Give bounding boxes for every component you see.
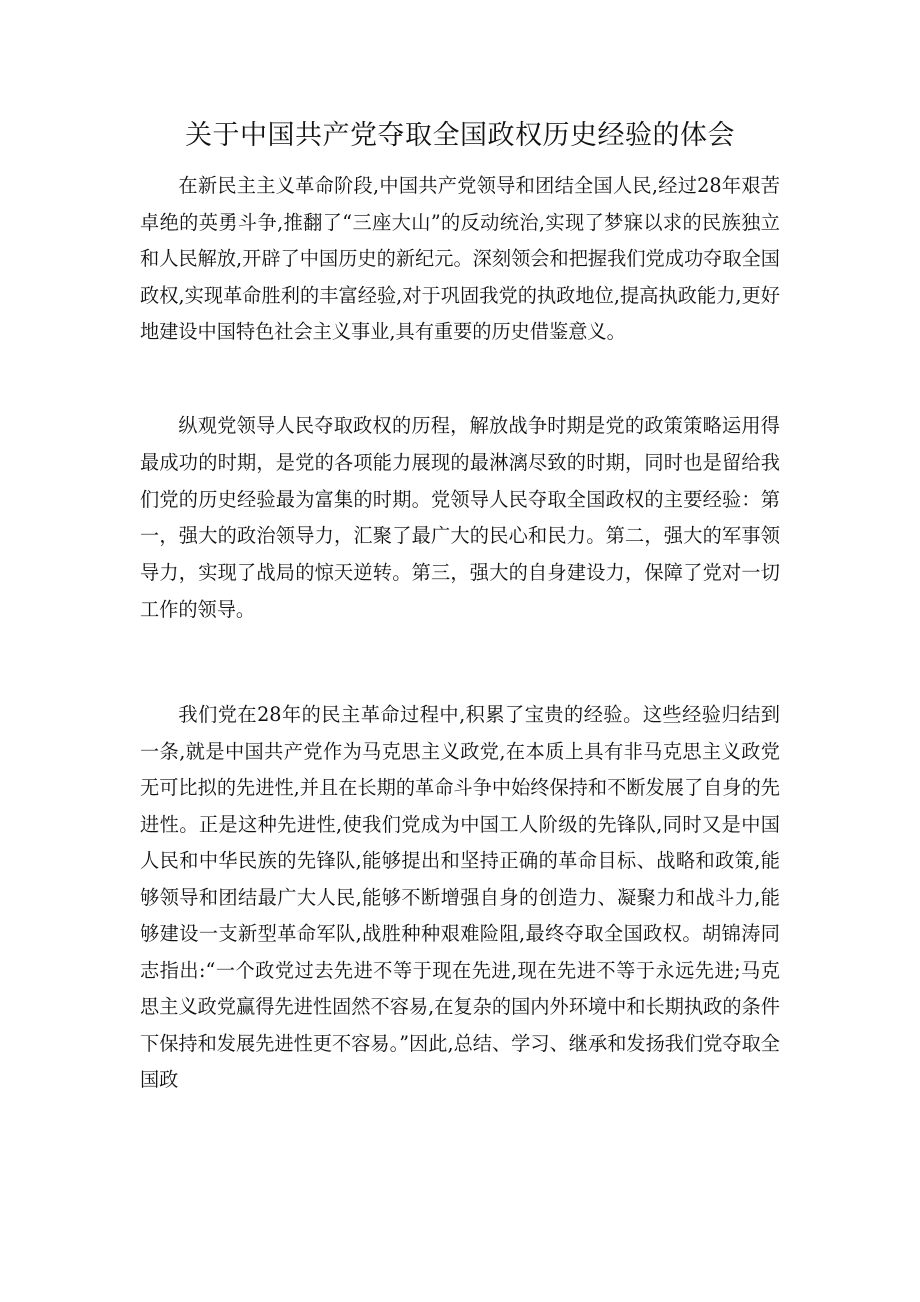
paragraph-3: 我们党在28年的民主革命过程中,积累了宝贵的经验。这些经验归结到一条,就是中国共产党作为马克思主义政党,在本质上具有非马克思主义政党无可比拟的先进性,并且在长期的革命斗争中始终保持和不断发展了自身的先进性。正是这种先进性,使我们党成为中国工人阶级的先锋队,同时又是中国人民和中华民族的先锋队,能够提出和坚持正确的革命目标、战略和政策,能够领导和团结最广大人民,能够不断增强自身的创造力、凝聚力和战斗力,能够建设一支新型革命军队,战胜种种艰难险阻,最终夺取全国政权。胡锦涛同志指出:“一个政党过去先进不等于现在先进,现在先进不等于永远先进;马克思主义政党赢得先进性固然不容易,在复杂的国内外环境中和长期执政的条件下保持和发展先进性更不容易。”因此,总结、学习、继承和发扬我们党夺取全国政	[140, 703, 780, 1091]
document-title: 关于中国共产党夺取全国政权历史经验的体会	[185, 120, 735, 151]
paragraph-2: 纵观党领导人民夺取政权的历程，解放战争时期是党的政策策略运用得最成功的时期，是党的各项能力展现的最淋漓尽致的时期，同时也是留给我们党的历史经验最为富集的时期。党领导人民夺取全国政权的主要经验：第一，强大的政治领导力，汇聚了最广大的民心和民力。第二，强大的军事领导力，实现了战局的惊天逆转。第三，强大的自身建设力，保障了党对一切工作的领导。	[140, 414, 780, 621]
paragraph-1: 在新民主主义革命阶段,中国共产党领导和团结全国人民,经过28年艰苦卓绝的英勇斗争,推翻了“三座大山”的反动统治,实现了梦寐以求的民族独立和人民解放,开辟了中国历史的新纪元。深刻领会和把握我们党成功夺取全国政权,实现革命胜利的丰富经验,对于巩固我党的执政地位,提高执政能力,更好地建设中国特色社会主义事业,具有重要的历史借鉴意义。	[140, 174, 780, 343]
